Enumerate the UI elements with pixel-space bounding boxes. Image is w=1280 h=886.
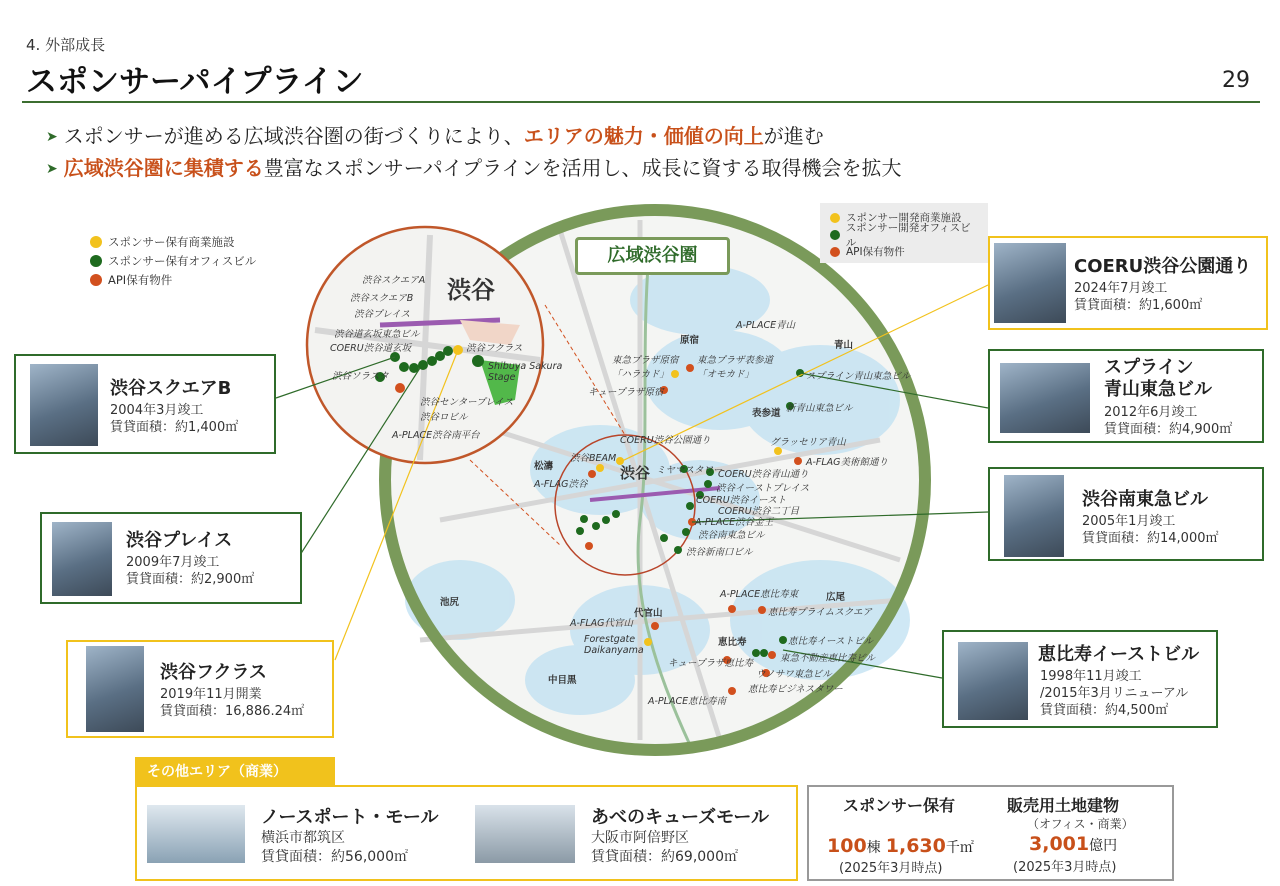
map-label: 東急プラザ表参道「オモカド」 — [697, 355, 774, 380]
property-area: 賃貸面積：約1,600㎡ — [1074, 298, 1203, 313]
commercial-dot-icon — [830, 213, 840, 223]
legend-label: スポンサー開発商業施設 — [846, 212, 962, 224]
district-label: 原宿 — [680, 335, 700, 346]
property-card-place — [40, 512, 302, 604]
office-dot-icon — [830, 230, 840, 240]
building-photo — [1004, 475, 1064, 557]
other-area-box — [135, 785, 798, 881]
as-of-date: (2025年3月時点) — [1013, 860, 1117, 875]
map-label: 渋谷ソラスタ — [332, 371, 389, 382]
legend-label: スポンサー開発オフィスビル — [845, 221, 971, 249]
legend-owned — [90, 232, 256, 289]
office-dot-icon — [90, 255, 102, 267]
map-label: A-FLAG代官山 — [570, 618, 634, 629]
map-label: 渋谷新南口ビル — [686, 547, 753, 558]
building-photo — [994, 243, 1066, 323]
mall-photo — [147, 805, 245, 863]
map-label: COERU渋谷道玄坂 — [330, 343, 412, 354]
map-label: 渋谷スクエアB — [350, 293, 414, 304]
bullet-emphasis: エリアの魅力・価値の向上 — [523, 124, 764, 148]
area-title-badge: 広域渋谷圏 — [575, 237, 730, 275]
property-completion: 2004年3月竣工 — [110, 403, 204, 418]
bullet-emphasis: 広域渋谷圏に集積する — [63, 156, 264, 180]
property-completion: 2019年11月開業 — [160, 687, 262, 702]
property-name: 渋谷フクラス — [160, 662, 267, 683]
map-label: COERU渋谷公園通り — [620, 435, 711, 446]
map-label: 渋谷南東急ビル — [698, 530, 765, 541]
district-label: 表参道 — [752, 408, 781, 419]
sponsor-summary-box — [807, 785, 1174, 881]
property-name: COERU渋谷公園通り — [1074, 256, 1252, 277]
legend-label: スポンサー保有オフィスビル — [108, 253, 257, 268]
map-label: COERU渋谷二丁目 — [718, 506, 800, 517]
map-label: A-PLACE恵比寿東 — [720, 589, 799, 600]
map-label: 渋谷ロビル — [420, 412, 468, 423]
property-completion: 2012年6月竣工 — [1104, 405, 1198, 420]
property-completion: 2005年1月竣工 — [1082, 514, 1176, 529]
map-label: 渋谷道玄坂東急ビル — [334, 329, 420, 340]
map-label: キュープラザ恵比寿 — [668, 658, 754, 669]
property-name: スプライン 青山東急ビル — [1104, 357, 1212, 400]
mall-location: 横浜市都筑区 — [261, 830, 345, 846]
district-label: 恵比寿 — [718, 637, 747, 648]
map-label: COERU渋谷青山通り — [718, 469, 809, 480]
building-photo — [1000, 363, 1090, 433]
section-label: 4. 外部成長 — [26, 36, 106, 54]
sponsor-owned-title: スポンサー保有 — [843, 796, 956, 815]
map-label: 渋谷スクエアA — [362, 275, 426, 286]
map-label: 渋谷フクラス — [466, 343, 523, 354]
property-name: 渋谷スクエアB — [110, 378, 232, 399]
for-sale-value — [1029, 833, 1117, 855]
map-label: 東急不動産恵比寿ビル — [780, 653, 876, 664]
map-label: A-PLACE渋谷金王 — [695, 517, 774, 528]
map-label: 渋谷BEAM — [570, 453, 617, 464]
sponsor-owned-value — [827, 835, 974, 857]
mall-photo — [475, 805, 575, 863]
floor-area: 1,630 — [885, 835, 946, 857]
map-label: 恵比寿プライムスクエア — [768, 607, 873, 618]
mall-name: あべのキューズモール — [591, 807, 770, 828]
district-label: 青山 — [834, 340, 854, 351]
property-area: 賃貸面積：16,886.24㎡ — [160, 704, 305, 719]
shibuya-label: 渋谷 — [620, 464, 651, 482]
map-label: A-PLACE恵比寿南 — [648, 696, 727, 707]
property-name: 恵比寿イーストビル — [1038, 644, 1200, 665]
legend-developed — [820, 203, 988, 263]
mall-location: 大阪市阿倍野区 — [591, 830, 689, 846]
bullet-text: が進む — [763, 124, 824, 148]
map-label: A-PLACE青山 — [736, 320, 796, 331]
as-of-date: (2025年3月時点) — [839, 861, 943, 876]
for-sale-title: 販売用土地建物 — [1007, 796, 1120, 815]
property-card-ebisu-east — [942, 630, 1218, 728]
mall-area: 賃貸面積：約56,000㎡ — [261, 849, 408, 865]
bullet-text: スポンサーが進める広域渋谷圏の街づくりにより、 — [63, 124, 524, 148]
page-number: 29 — [1222, 68, 1250, 93]
zoom-title: 渋谷 — [447, 276, 495, 304]
map-label: 渋谷センタープレイス — [420, 397, 514, 408]
building-photo — [86, 646, 144, 732]
property-card-shibuya-minami — [988, 467, 1264, 561]
mall-area: 賃貸面積：約69,000㎡ — [591, 849, 738, 865]
property-area: 賃貸面積：約14,000㎡ — [1082, 531, 1219, 546]
api-dot-icon — [830, 247, 840, 257]
legend-label: API保有物件 — [108, 272, 173, 287]
legend-label: API保有物件 — [846, 246, 905, 258]
district-label: 広尾 — [826, 592, 846, 603]
building-photo — [958, 642, 1028, 720]
mall-name: ノースポート・モール — [261, 807, 439, 828]
map-label: スプライン青山東急ビル — [806, 371, 911, 382]
arrow-icon: ➤ — [46, 161, 58, 177]
count-unit: 棟 — [866, 840, 881, 856]
legend-label: スポンサー保有商業施設 — [108, 234, 235, 249]
district-label: 中目黒 — [548, 675, 577, 686]
commercial-dot-icon — [90, 236, 102, 248]
map-label: 東急プラザ原宿「ハラカド」 — [612, 355, 679, 380]
map-label: A-FLAG美術館通り — [806, 457, 889, 468]
map-label: ミヤマスタワー — [656, 465, 723, 476]
bullet-text: 豊富なスポンサーパイプラインを活用し、成長に資する取得機会を拡大 — [263, 156, 902, 180]
map-label: 渋谷プレイス — [354, 309, 411, 320]
map-label: 恵比寿ビジネスタワー — [748, 684, 843, 695]
property-name: 渋谷南東急ビル — [1082, 489, 1208, 510]
map-label: A-FLAG渋谷 — [534, 479, 588, 490]
property-area: 賃貸面積：約4,900㎡ — [1104, 422, 1233, 437]
property-renewal: /2015年3月リニューアル — [1040, 686, 1189, 701]
map-label: キュープラザ原宿 — [588, 387, 664, 398]
property-name: 渋谷プレイス — [126, 530, 233, 551]
for-sale-subtitle: （オフィス・商業） — [1027, 817, 1134, 831]
map-label: 新青山東急ビル — [786, 403, 853, 414]
map-label: 恵比寿イーストビル — [788, 636, 874, 647]
district-label: 代官山 — [634, 608, 663, 619]
property-completion: 2024年7月竣工 — [1074, 281, 1168, 296]
other-area-tab: その他エリア（商業） — [135, 757, 335, 787]
property-card-spline — [988, 349, 1264, 443]
map-label: グラッセリア青山 — [770, 437, 846, 448]
property-card-fukuras — [66, 640, 334, 738]
map-label: COERU渋谷イースト — [696, 495, 787, 506]
page-title: スポンサーパイプライン — [26, 64, 364, 100]
property-area: 賃貸面積：約2,900㎡ — [126, 572, 255, 587]
amount-unit: 億円 — [1089, 838, 1118, 854]
building-photo — [30, 364, 98, 446]
area-unit: 千㎡ — [945, 840, 974, 856]
map-label: Shibuya Sakura Stage — [488, 361, 563, 383]
building-photo — [52, 522, 112, 596]
property-card-square-b — [14, 354, 276, 454]
arrow-icon: ➤ — [46, 129, 58, 145]
for-sale-amount: 3,001 — [1029, 833, 1090, 855]
map-label: A-PLACE渋谷南平台 — [392, 430, 480, 441]
building-count: 100 — [827, 835, 867, 857]
property-area: 賃貸面積：約4,500㎡ — [1040, 703, 1169, 718]
property-area: 賃貸面積：約1,400㎡ — [110, 420, 239, 435]
map-label: 渋谷イーストプレイス — [716, 483, 810, 494]
district-label: 松濤 — [534, 461, 554, 472]
property-completion: 2009年7月竣工 — [126, 555, 220, 570]
api-dot-icon — [90, 274, 102, 286]
map-label: ウノサワ東急ビル — [756, 669, 832, 680]
property-card-coeru-koen — [988, 236, 1268, 330]
property-completion: 1998年11月竣工 — [1040, 669, 1142, 684]
district-label: 池尻 — [440, 597, 460, 608]
map-label: Forestgate Daikanyama — [584, 634, 644, 656]
